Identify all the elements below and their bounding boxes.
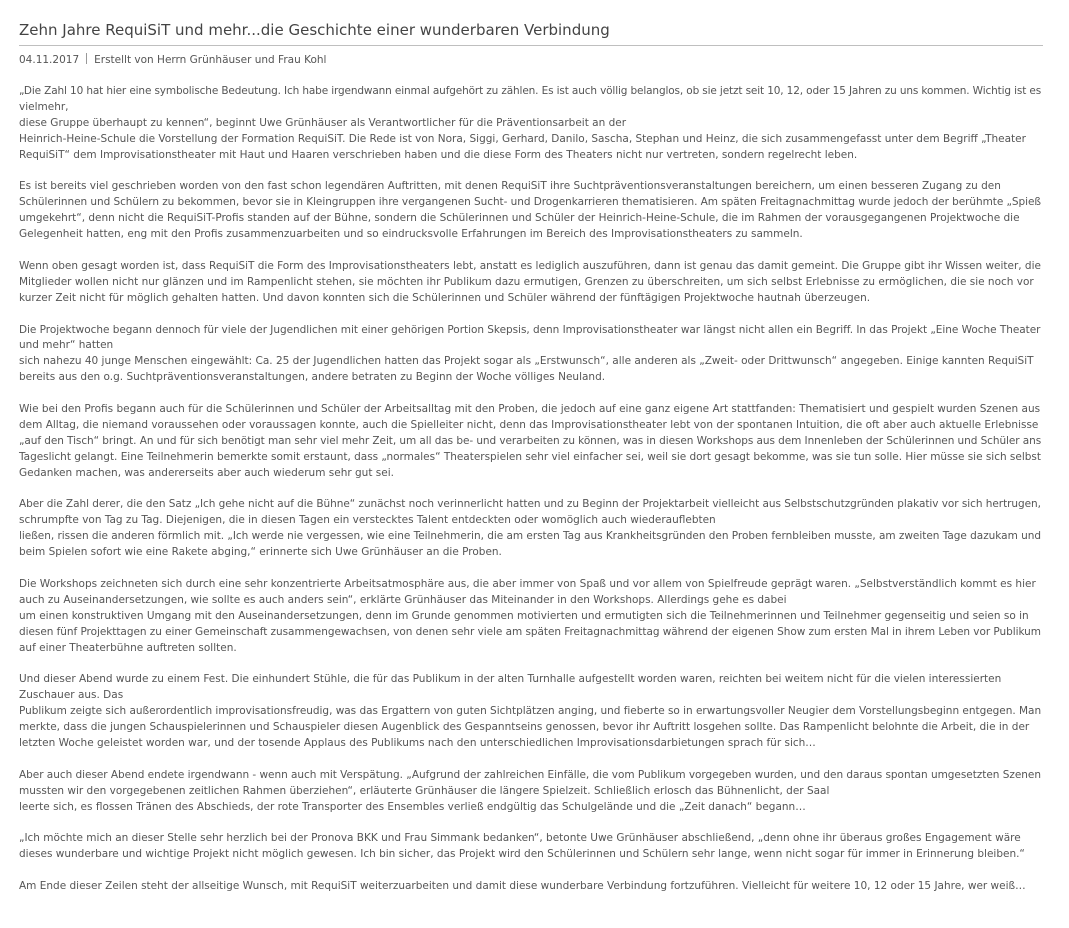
paragraph-line: bereits aus den o.g. Suchtpräventionsveranstaltungen, andere betraten zu Beginn der Woche völliges Neuland. [19, 371, 606, 384]
paragraph-line: schrumpfte von Tag zu Tag. Diejenigen, die in diesen Tagen ein verstecktes Talent entdeckten oder womöglich auch wiederauflebten [19, 514, 716, 527]
paragraph-line: Die Workshops zeichneten sich durch eine sehr konzentrierte Arbeitsatmosphäre aus, die aber immer von Spaß und vor allem von Spielfreude geprägt waren. „Selbstverständlich kommt es hier [19, 578, 1036, 590]
paragraph-line: Heinrich-Heine-Schule die Vorstellung der Formation RequiSiT. Die Rede ist von Nora, Siggi, Gerhard, Danilo, Sascha, Stephan und Heinz, die sich zusammengefasst unter dem Begriff „Theater [19, 132, 1026, 145]
article-paragraph [19, 768, 1043, 816]
paragraph-line: Mitglieder wollen nicht nur glänzen und im Rampenlicht stehen, sie möchten ihr Publikum dazu ermutigen, Grenzen zu überschreiten, um sich selbst Erlebnisse zu ermöglichen, die sie noch vor [19, 275, 1034, 288]
paragraph-line: RequiSiT“ dem Improvisationstheater mit Haut und Haaren verschrieben haben und die diese Form des Theaters nicht nur vertreten, sondern regelrecht leben. [19, 148, 858, 161]
article-paragraph [19, 402, 1043, 482]
article-paragraph [19, 323, 1043, 387]
paragraph-line: um einen konstruktiven Umgang mit den Auseinandersetzungen, denn im Grunde genommen motivierten und ermutigten sich die Teilnehmerinnen und Teilnehmer gegenseitig und seien so in [19, 609, 1029, 622]
article-body [19, 84, 1043, 895]
paragraph-line: und mehr“ hatten [19, 339, 114, 352]
article-paragraph [19, 831, 1043, 863]
article-paragraph [19, 879, 1043, 895]
paragraph-line: Wie bei den Profis begann auch für die Schülerinnen und Schüler der Arbeitsalltag mit den Proben, die jedoch auf eine ganz eigene Art stattfanden: Thematisiert und gespielt wurden Szenen aus [19, 403, 1041, 416]
article-author: Erstellt von Herrn Grünhäuser und Frau Kohl [94, 54, 327, 66]
paragraph-line: leerte sich, es flossen Tränen des Abschieds, der rote Transporter des Ensembles verließ endgültig das Schulgelände und die „Zeit danach“ begann… [19, 800, 806, 813]
paragraph-line: dem Alltag, die niemand voraussehen oder voraussagen konnte, auch die Spielleiter nicht, denn das Improvisationstheater lebt von der spontanen Intuition, die oft aber auch aktuelle Erlebnisse [19, 418, 1039, 431]
article-paragraph [19, 577, 1043, 657]
paragraph-line: „Die Zahl 10 hat hier eine symbolische Bedeutung. Ich habe irgendwann einmal aufgehört zu zählen. Es ist auch völlig belanglos, ob sie jetzt seit 10, 12, oder 15 Jahren zu uns kommen. Wichtig ist es [19, 85, 1042, 97]
paragraph-line: „auf den Tisch“ bringt. An und für sich benötigt man sehr viel mehr Zeit, um all das be- und verarbeiten zu können, was in diesen Workshops aus dem Innenleben der Schülerinnen und Schüler ans [19, 434, 1042, 447]
paragraph-line: beim Spielen sofort wie eine Rakete abging,“ erinnerte sich Uwe Grünhäuser an die Proben. [19, 546, 502, 559]
paragraph-line: letzten Woche geleistet worden war, und der tosende Applaus des Publikums nach den unterschiedlichen Improvisationsdarbietungen sprach für sich… [19, 737, 816, 750]
paragraph-line: Und dieser Abend wurde zu einem Fest. Die einhundert Stühle, die für das Publikum in der alten Turnhalle aufgestellt worden waren, reichten bei weitem nicht für die vielen interessierten [19, 673, 1002, 686]
paragraph-line: mussten wir den vorgegebenen zeitlichen Rahmen überziehen“, erläuterte Grünhäuser die längere Spielzeit. Schließlich erlosch das Bühnenlicht, der Saal [19, 784, 830, 797]
paragraph-line: diesen fünf Projekttagen zu einer Gemeinschaft zusammengewachsen, von denen sehr viele am späten Freitagnachmittag während der eigenen Show zum ersten Mal in ihrem Leben vor Publikum [19, 625, 1041, 638]
paragraph-line: Aber auch dieser Abend endete irgendwann - wenn auch mit Verspätung. „Aufgrund der zahlreichen Einfälle, die vom Publikum vorgegeben wurden, und den daraus spontan umgesetzten Szenen [19, 768, 1041, 781]
article-paragraph [19, 497, 1043, 561]
article-paragraph [19, 259, 1043, 307]
article-paragraph [19, 179, 1043, 243]
paragraph-line: diese Gruppe überhaupt zu kennen“, beginnt Uwe Grünhäuser als Verantwortlicher für die Präventionsarbeit an der [19, 116, 627, 129]
news-article [19, 20, 1043, 911]
article-meta [19, 53, 1043, 67]
paragraph-line: sich nahezu 40 junge Menschen eingewählt: Ca. 25 der Jugendlichen hatten das Projekt sogar als „Erstwunsch“, alle anderen als „Zweit- oder Drittwunsch“ angegeben. Einige kannten RequiSiT [19, 355, 1034, 368]
paragraph-line: auch zu Auseinandersetzungen, wie sollte es auch anders sein“, erklärte Grünhäuser das Miteinander in den Workshops. Allerdings gehe es dabei [19, 593, 787, 606]
article-title: Zehn Jahre RequiSiT und mehr...die Geschichte einer wunderbaren Verbindung [19, 20, 1043, 46]
paragraph-line: Zuschauer aus. Das [19, 689, 124, 702]
paragraph-line: vielmehr, [19, 100, 69, 113]
paragraph-line: Gedanken machen, was andererseits aber auch wiederum sehr gut sei. [19, 466, 394, 479]
article-paragraph [19, 672, 1043, 752]
paragraph-line: Am Ende dieser Zeilen steht der allseitige Wunsch, mit RequiSiT weiterzuarbeiten und damit diese wunderbare Verbindung fortzuführen. Vielleicht für weitere 10, 12 oder 15 Jahre, wer weiß… [19, 880, 1026, 893]
paragraph-line: auf einer Theaterbühne auftreten sollten. [19, 641, 237, 654]
paragraph-line: Wenn oben gesagt worden ist, dass RequiSiT die Form des Improvisationstheaters lebt, anstatt es lediglich auszuführen, dann ist genau das damit gemeint. Die Gruppe gibt ihr Wissen weiter, die [19, 259, 1041, 272]
paragraph-line: Schülerinnen und Schülern zu bekommen, bevor sie in Kleingruppen ihre vergangenen Sucht- und Drogenkarrieren thematisieren. Am späten Freitagnachmittag wurde jedoch der berühmte „Spieß [19, 196, 1041, 209]
paragraph-line: „Ich möchte mich an dieser Stelle sehr herzlich bei der Pronova BKK und Frau Simmank bedanken“, betonte Uwe Grünhäuser abschließend, „denn ohne ihr überaus großes Engagement wäre [19, 832, 1021, 845]
article-paragraph [19, 84, 1043, 164]
paragraph-line: ließen, rissen die anderen förmlich mit. „Ich werde nie vergessen, wie eine Teilnehmerin, die am ersten Tag aus Krankheitsgründen den Proben fernbleiben musste, am zweiten Tage dazukam und [19, 530, 1041, 543]
article-date: 04.11.2017 [19, 54, 80, 66]
paragraph-line: kurzer Zeit nicht für möglich gehalten hatten. Und davon konnten sich die Schülerinnen und Schüler während der fünftägigen Projektwoche hautnah überzeugen. [19, 291, 871, 304]
paragraph-line: Die Projektwoche begann dennoch für viele der Jugendlichen mit einer gehörigen Portion Skepsis, denn Improvisationstheater war längst nicht allen ein Begriff. In das Projekt „Eine Woche Theater [19, 323, 1041, 336]
paragraph-line: umgekehrt“, denn nicht die RequiSiT-Profis standen auf der Bühne, sondern die Schülerinnen und Schüler der Heinrich-Heine-Schule, die im Rahmen der vorausgegangenen Projektwoche die [19, 212, 1020, 225]
paragraph-line: Es ist bereits viel geschrieben worden von den fast schon legendären Auftritten, mit denen RequiSiT ihre Suchtpräventionsveranstaltungen bereichern, um einen besseren Zugang zu den [19, 180, 1001, 193]
paragraph-line: dieses wunderbare und wichtige Projekt nicht möglich gewesen. Ich bin sicher, das Projekt wird den Schülerinnen und Schülern sehr lange, wenn nicht sogar für immer in Erinnerung bleiben.“ [19, 848, 1025, 861]
paragraph-line: Gelegenheit hatten, eng mit den Profis zusammenzuarbeiten und so eindrucksvolle Erfahrungen im Bereich des Improvisationstheaters zu sammeln. [19, 228, 803, 241]
paragraph-line: merkte, dass die jungen Schauspielerinnen und Schauspieler diesen Augenblick des Gespanntseins genossen, bevor ihr Auftritt losgehen sollte. Das Rampenlicht belohnte die Arbeit, die in der [19, 721, 1030, 734]
paragraph-line: Tageslicht gelangt. Eine Teilnehmerin bemerkte somit erstaunt, dass „normales“ Theaterspielen sehr viel einfacher sei, weil sie dort gesagt bekomme, was sie tun solle. Hier müsse sie sich selbst [19, 450, 1041, 463]
paragraph-line: Aber die Zahl derer, die den Satz „Ich gehe nicht auf die Bühne“ zunächst noch verinnerlicht hatten und zu Beginn der Projektarbeit vielleicht aus Selbstschutzgründen plakativ vor sich hertrugen, [19, 498, 1041, 511]
meta-divider [86, 53, 87, 64]
paragraph-line: Publikum zeigte sich außerordentlich improvisationsfreudig, was das Ergattern von guten Sichtplätzen anging, und fieberte so in erwartungsvoller Neugier dem Vorstellungsbeginn entgegen. Man [19, 705, 1042, 718]
